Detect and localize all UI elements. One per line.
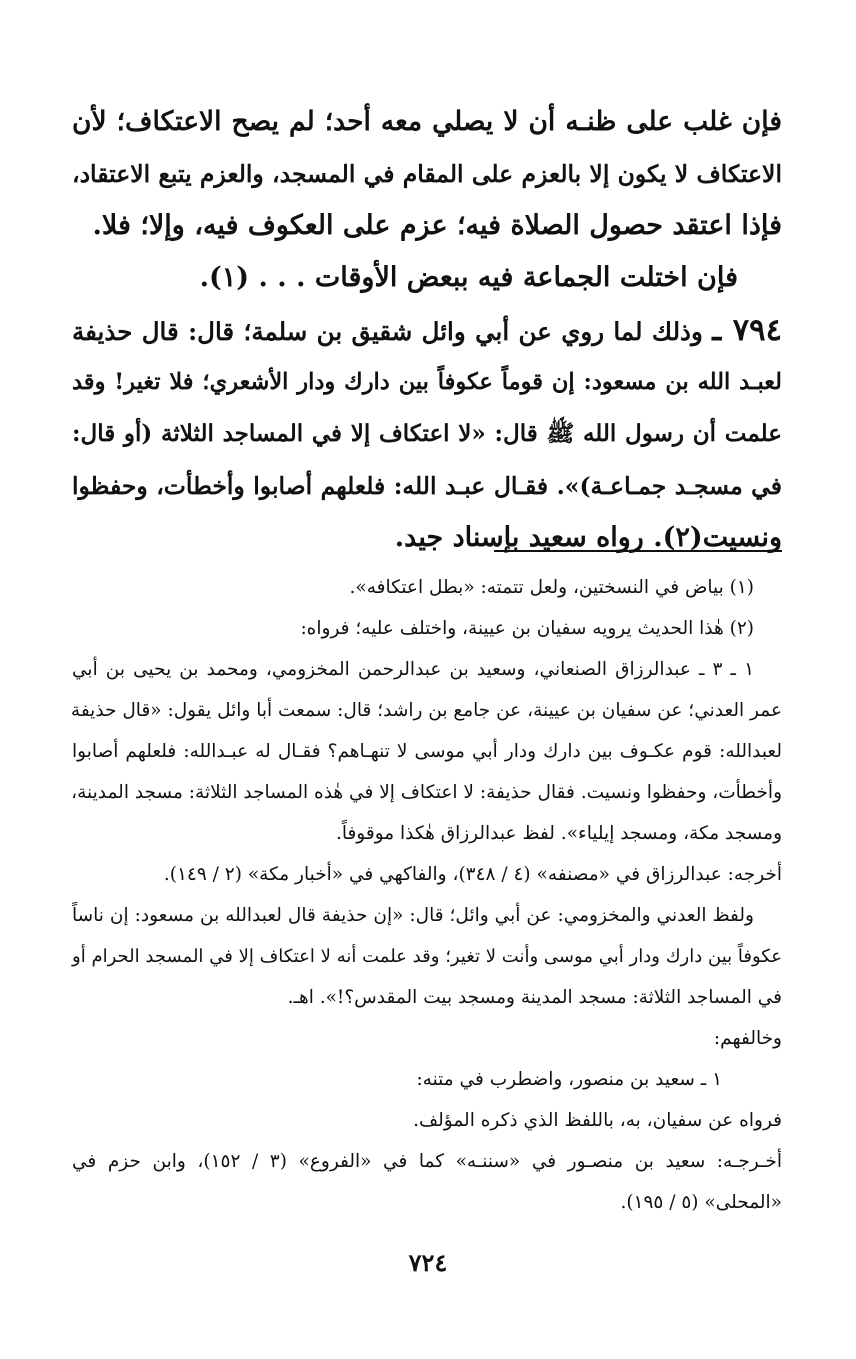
hadith-number: ٧٩٤ ـ (712, 312, 783, 348)
footnote-line: أخرجه: عبدالرزاق في «مصنفه» (٤ / ٣٤٨)، والفاكهي في «أخبار مكة» (٢ / ١٤٩). (163, 864, 782, 885)
main-line-2: الاعتكاف لا يكون إلا بالعزم على المقام في المسجد، والعزم يتبع الاعتقاد، (72, 160, 782, 188)
footnote-line: «المحلى» (٥ / ١٩٥). (620, 1192, 782, 1213)
main-line-1: فإن غلب على ظنـه أن لا يصلي معه أحد؛ لم يصح الاعتكاف؛ لأن (72, 106, 782, 137)
main-line-6: لعبـد الله بن مسعود: إن قوماً عكوفاً بين دارك ودار الأشعري؛ فلا تغير! وقد (72, 369, 782, 395)
footnote-line: أخـرجـه: سعيد بن منصـور في «سننـه» كما في «الفروع» (٣ / ١٥٢)، وابن حزم في (72, 1151, 783, 1172)
main-line-9: ونسيت(٢). رواه سعيد بإسناد جيد. (394, 522, 782, 553)
page-number: ٧٢٤ (408, 1248, 448, 1277)
footnote-1: (١) بياض في النسختين، ولعل تتمته: «بطل اعتكافه». (349, 577, 754, 598)
footnote-line: في المساجد الثلاثة: مسجد المدينة ومسجد بيت المقدس؟!». اهـ. (287, 987, 782, 1008)
hadith-opening-line (72, 304, 782, 356)
main-line-7: علمت أن رسول الله ﷺ قال: «لا اعتكاف إلا في المساجد الثلاثة (أو قال: (72, 420, 782, 447)
footnotes (72, 567, 782, 1223)
main-line-4: فإن اختلت الجماعة فيه ببعض الأوقات . . . (١). (199, 262, 738, 293)
footnote-line: وأخطأت، وحفظوا ونسيت. فقال حذيفة: لا اعتكاف إلا في هٰذه المساجد الثلاثة: مسجد المدينة، (71, 782, 782, 803)
footnote-line: عمر العدني؛ عن سفيان بن عيينة، عن جامع بن راشد؛ قال: سمعت أبا وائل يقول: «قال حذيفة (70, 700, 782, 721)
main-line-5: وذلك لما روي عن أبي وائل شقيق بن سلمة؛ قال: قال حذيفة (72, 317, 703, 346)
footnote-line: عكوفاً بين دارك ودار أبي موسى وأنت لا تغير؛ وقد علمت أنه لا اعتكاف إلا في المسجد الحرام أو (72, 946, 782, 967)
main-line-3: فإذا اعتقد حصول الصلاة فيه؛ عزم على العكوف فيه، وإلا؛ فلا. (92, 210, 782, 241)
main-line-8: في مسجـد جمـاعـة)». فقـال عبـد الله: فلعلهم أصابوا وأخطأت، وحفظوا (72, 472, 782, 500)
main-text (72, 96, 782, 564)
footnote-line: ومسجد مكة، ومسجد إيلياء». لفظ عبدالرزاق هٰكذا موقوفاً. (335, 823, 782, 844)
footnote-line: ١ ـ سعيد بن منصور، واضطرب في متنه: (416, 1069, 722, 1090)
footnote-line: وخالفهم: (713, 1028, 782, 1049)
footnote-separator (494, 550, 782, 552)
footnote-line: ١ ـ ٣ ـ عبدالرزاق الصنعاني، وسعيد بن عبدالرحمن المخزومي، ومحمد بن يحيى بن أبي (72, 659, 754, 680)
footnote-2: (٢) هٰذا الحديث يرويه سفيان بن عيينة، واختلف عليه؛ فرواه: (300, 618, 754, 639)
footnote-line: ولفظ العدني والمخزومي: عن أبي وائل؛ قال: «إن حذيفة قال لعبدالله بن مسعود: إن ناساً (72, 905, 754, 926)
footnote-line: فرواه عن سفيان، به، باللفظ الذي ذكره المؤلف. (413, 1110, 782, 1131)
footnote-line: لعبدالله: قوم عكـوف بين دارك ودار أبي موسى لا تنهـاهم؟ فقـال له عبـدالله: فلعلهم أصابوا (72, 741, 782, 762)
